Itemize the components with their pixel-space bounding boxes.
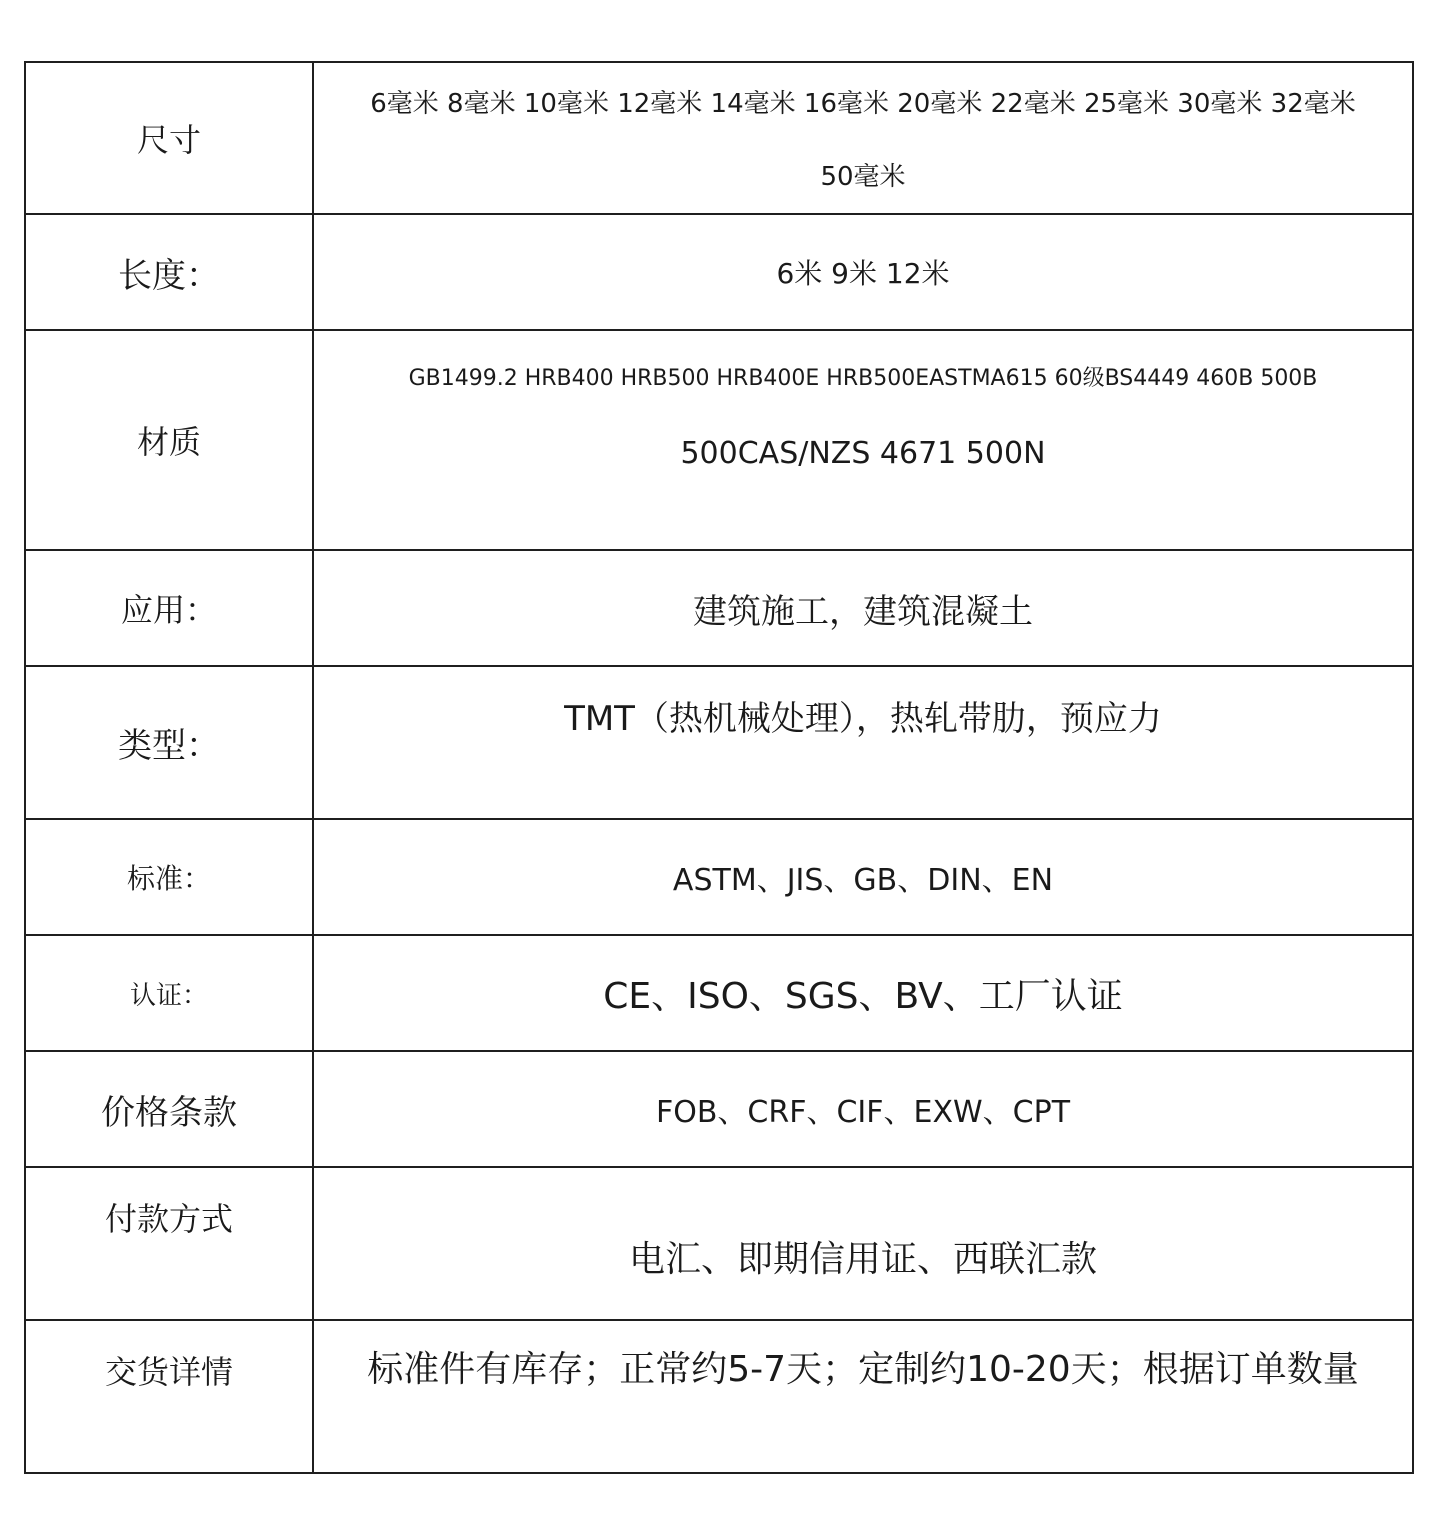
row-label-application — [25, 550, 313, 666]
value-line: 建筑施工，建筑混凝土 — [693, 591, 1033, 632]
value-line: ASTM、JIS、GB、DIN、EN — [672, 863, 1054, 898]
value-line: GB1499.2 HRB400 HRB500 HRB400E HRB500EASTMA615 60级BS4449 460B 500B — [408, 366, 1318, 391]
row-value-length — [313, 214, 1413, 330]
row-label-price-terms — [25, 1051, 313, 1167]
row-label-payment — [25, 1167, 313, 1320]
row-value-standard — [313, 819, 1413, 935]
row-value-price-terms — [313, 1051, 1413, 1167]
row-label-text: 材质 — [136, 423, 201, 461]
table-row — [25, 1320, 1413, 1473]
row-value-application — [313, 550, 1413, 666]
row-label-size — [25, 62, 313, 214]
table-row — [25, 1167, 1413, 1320]
value-line: 6毫米 8毫米 10毫米 12毫米 14毫米 16毫米 20毫米 22毫米 25毫米 30毫米 32毫米 — [370, 89, 1356, 119]
row-value-delivery — [313, 1320, 1413, 1473]
table-row — [25, 935, 1413, 1051]
row-value-size — [313, 62, 1413, 214]
row-label-text: 长度： — [118, 255, 220, 296]
row-label-certification — [25, 935, 313, 1051]
row-label-text: 价格条款 — [101, 1092, 237, 1133]
value-line: 6米 9米 12米 — [776, 257, 950, 290]
row-label-text: 认证： — [129, 980, 208, 1011]
table-row — [25, 214, 1413, 330]
row-value-type — [313, 666, 1413, 819]
table-row — [25, 330, 1413, 550]
row-label-material — [25, 330, 313, 550]
table-row — [25, 62, 1413, 214]
spec-table — [24, 61, 1414, 1474]
row-value-material — [313, 330, 1413, 550]
value-line: TMT（热机械处理），热轧带肋，预应力 — [564, 699, 1162, 739]
row-label-type — [25, 666, 313, 819]
value-line: 电汇、即期信用证、西联汇款 — [628, 1239, 1097, 1280]
table-row — [25, 819, 1413, 935]
value-line: FOB、CRF、CIF、EXW、CPT — [655, 1095, 1071, 1130]
row-label-text: 付款方式 — [104, 1200, 233, 1238]
row-label-text: 标准： — [126, 862, 211, 895]
value-line: 500CAS/NZS 4671 500N — [680, 436, 1046, 471]
row-value-payment — [313, 1167, 1413, 1320]
row-label-text: 应用： — [120, 591, 217, 629]
table-row — [25, 666, 1413, 819]
value-line: CE、ISO、SGS、BV、工厂认证 — [603, 975, 1123, 1017]
row-label-text: 交货详情 — [104, 1353, 233, 1391]
row-label-text: 尺寸 — [136, 121, 201, 159]
value-line: 标准件有库存；正常约5-7天；定制约10-20天；根据订单数量 — [367, 1349, 1359, 1390]
table-row — [25, 550, 1413, 666]
value-line: 50毫米 — [820, 162, 906, 192]
table-row — [25, 1051, 1413, 1167]
row-label-text: 类型： — [118, 726, 220, 766]
row-label-standard — [25, 819, 313, 935]
row-label-delivery — [25, 1320, 313, 1473]
row-value-certification — [313, 935, 1413, 1051]
row-label-length — [25, 214, 313, 330]
